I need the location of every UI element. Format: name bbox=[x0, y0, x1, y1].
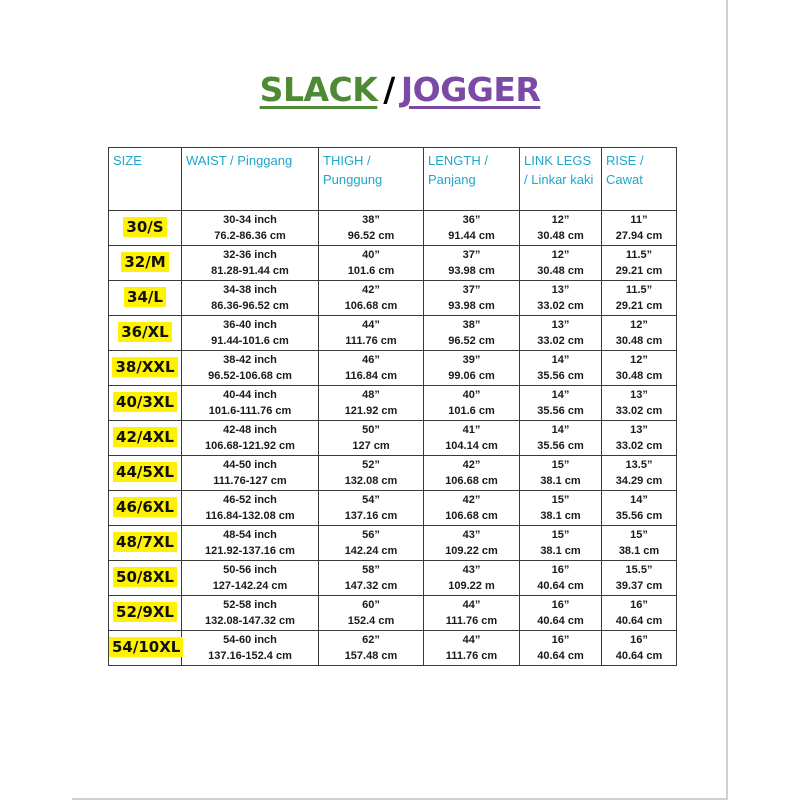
rise-cell bbox=[602, 456, 677, 491]
table-row bbox=[109, 386, 677, 421]
length-cm-value: 111.76 cm bbox=[445, 650, 498, 662]
size-cell bbox=[109, 526, 182, 561]
rise-cell bbox=[602, 526, 677, 561]
link-cm-value: 30.48 cm bbox=[537, 265, 584, 277]
rise-cm-value: 33.02 cm bbox=[615, 405, 663, 417]
rise-cm-value: 30.48 cm bbox=[615, 370, 663, 382]
link-inch-value: 12” bbox=[551, 214, 570, 226]
length-cm-value: 93.98 cm bbox=[448, 265, 495, 277]
waist-inch-value: 40-44 inch bbox=[223, 389, 277, 401]
link-inch-value: 14” bbox=[551, 354, 570, 366]
size-label: 54/10XL bbox=[109, 637, 183, 657]
length-inch-value: 39” bbox=[462, 354, 481, 366]
rise-cm-value: 29.21 cm bbox=[615, 300, 663, 312]
length-cell bbox=[424, 421, 520, 456]
rise-inch-value: 13” bbox=[630, 424, 648, 436]
rise-cm-value: 39.37 cm bbox=[615, 580, 663, 592]
table-row bbox=[109, 211, 677, 246]
rise-cell bbox=[602, 491, 677, 526]
rise-cell bbox=[602, 386, 677, 421]
thigh-cm-value: 152.4 cm bbox=[347, 615, 395, 627]
waist-inch-value: 54-60 inch bbox=[223, 634, 277, 646]
size-label: 46/6XL bbox=[113, 497, 177, 517]
size-label: 48/7XL bbox=[113, 532, 177, 552]
length-cell bbox=[424, 386, 520, 421]
waist-inch-value: 52-58 inch bbox=[223, 599, 277, 611]
table-row bbox=[109, 596, 677, 631]
rise-cell bbox=[602, 631, 677, 666]
waist-inch-value: 36-40 inch bbox=[223, 319, 277, 331]
thigh-cell bbox=[319, 211, 424, 246]
link-inch-value: 16” bbox=[551, 634, 570, 646]
link-cm-value: 33.02 cm bbox=[537, 300, 584, 312]
link-cell bbox=[520, 386, 602, 421]
rise-inch-value: 11.5” bbox=[625, 249, 653, 261]
length-cm-value: 96.52 cm bbox=[448, 335, 495, 347]
page-edge-right bbox=[726, 0, 728, 800]
thigh-cm-value: 147.32 cm bbox=[344, 580, 398, 592]
header-size: SIZE bbox=[109, 148, 182, 211]
size-label: 38/XXL bbox=[112, 357, 177, 377]
link-cm-value: 38.1 cm bbox=[540, 545, 581, 557]
rise-cm-value: 35.56 cm bbox=[615, 510, 663, 522]
link-cm-value: 38.1 cm bbox=[540, 475, 581, 487]
waist-cell bbox=[182, 491, 319, 526]
waist-cm-value: 127-142.24 cm bbox=[212, 580, 288, 592]
thigh-inch-value: 62” bbox=[362, 634, 380, 646]
length-cm-value: 109.22 m bbox=[448, 580, 495, 592]
rise-cell bbox=[602, 561, 677, 596]
link-cm-value: 35.56 cm bbox=[537, 370, 584, 382]
link-cm-value: 33.02 cm bbox=[537, 335, 584, 347]
size-cell bbox=[109, 596, 182, 631]
waist-cm-value: 101.6-111.76 cm bbox=[208, 405, 292, 417]
waist-inch-value: 50-56 inch bbox=[223, 564, 277, 576]
thigh-inch-value: 42” bbox=[362, 284, 380, 296]
length-cm-value: 111.76 cm bbox=[445, 615, 498, 627]
thigh-cell bbox=[319, 631, 424, 666]
thigh-cell bbox=[319, 281, 424, 316]
table-body bbox=[109, 211, 677, 666]
rise-cell bbox=[602, 246, 677, 281]
size-cell bbox=[109, 561, 182, 596]
waist-cm-value: 76.2-86.36 cm bbox=[214, 230, 286, 242]
size-cell bbox=[109, 421, 182, 456]
waist-cell bbox=[182, 596, 319, 631]
rise-cell bbox=[602, 281, 677, 316]
header-length: LENGTH / Panjang bbox=[424, 148, 520, 211]
thigh-cm-value: 116.84 cm bbox=[345, 370, 397, 382]
link-cell bbox=[520, 316, 602, 351]
waist-cell bbox=[182, 421, 319, 456]
thigh-cell bbox=[319, 351, 424, 386]
waist-cm-value: 91.44-101.6 cm bbox=[211, 335, 289, 347]
waist-cm-value: 81.28-91.44 cm bbox=[211, 265, 289, 277]
thigh-inch-value: 60” bbox=[362, 599, 380, 611]
length-inch-value: 42” bbox=[462, 459, 481, 471]
length-inch-value: 37” bbox=[462, 284, 481, 296]
waist-inch-value: 42-48 inch bbox=[223, 424, 277, 436]
rise-inch-value: 14” bbox=[630, 494, 648, 506]
length-cm-value: 101.6 cm bbox=[448, 405, 495, 417]
link-cm-value: 40.64 cm bbox=[537, 615, 584, 627]
table-row bbox=[109, 281, 677, 316]
length-inch-value: 42” bbox=[462, 494, 481, 506]
length-inch-value: 41” bbox=[462, 424, 481, 436]
size-cell bbox=[109, 281, 182, 316]
thigh-cell bbox=[319, 456, 424, 491]
header-thigh: THIGH / Punggung bbox=[319, 148, 424, 211]
thigh-inch-value: 58” bbox=[362, 564, 380, 576]
size-cell bbox=[109, 351, 182, 386]
table-row bbox=[109, 491, 677, 526]
size-cell bbox=[109, 491, 182, 526]
rise-cm-value: 30.48 cm bbox=[615, 335, 663, 347]
waist-cm-value: 111.76-127 cm bbox=[213, 475, 287, 487]
table-header-row bbox=[109, 148, 677, 211]
link-cm-value: 38.1 cm bbox=[540, 510, 581, 522]
rise-cm-value: 40.64 cm bbox=[615, 615, 663, 627]
length-inch-value: 43” bbox=[462, 529, 481, 541]
rise-cm-value: 29.21 cm bbox=[615, 265, 663, 277]
length-cell bbox=[424, 526, 520, 561]
link-inch-value: 12” bbox=[551, 249, 570, 261]
waist-cell bbox=[182, 526, 319, 561]
length-inch-value: 43” bbox=[462, 564, 481, 576]
table-row bbox=[109, 456, 677, 491]
waist-cell bbox=[182, 211, 319, 246]
rise-inch-value: 12” bbox=[630, 354, 648, 366]
thigh-cm-value: 127 cm bbox=[352, 440, 390, 452]
link-cell bbox=[520, 211, 602, 246]
table-row bbox=[109, 316, 677, 351]
size-cell bbox=[109, 316, 182, 351]
thigh-inch-value: 56” bbox=[362, 529, 380, 541]
waist-cm-value: 137.16-152.4 cm bbox=[208, 650, 292, 662]
length-cm-value: 106.68 cm bbox=[445, 510, 498, 522]
thigh-cm-value: 157.48 cm bbox=[344, 650, 398, 662]
size-cell bbox=[109, 246, 182, 281]
thigh-inch-value: 40” bbox=[362, 249, 380, 261]
waist-cell bbox=[182, 316, 319, 351]
link-inch-value: 14” bbox=[551, 389, 570, 401]
length-cell bbox=[424, 246, 520, 281]
link-inch-value: 13” bbox=[551, 284, 570, 296]
rise-cell bbox=[602, 351, 677, 386]
length-cell bbox=[424, 561, 520, 596]
table-row bbox=[109, 246, 677, 281]
waist-inch-value: 30-34 inch bbox=[223, 214, 277, 226]
length-cell bbox=[424, 631, 520, 666]
size-label: 32/M bbox=[121, 252, 168, 272]
rise-cell bbox=[602, 316, 677, 351]
thigh-cm-value: 96.52 cm bbox=[347, 230, 395, 242]
waist-inch-value: 48-54 inch bbox=[223, 529, 277, 541]
length-inch-value: 44” bbox=[462, 599, 481, 611]
rise-inch-value: 13.5” bbox=[625, 459, 653, 471]
length-cm-value: 93.98 cm bbox=[448, 300, 495, 312]
length-cell bbox=[424, 281, 520, 316]
rise-cm-value: 33.02 cm bbox=[615, 440, 663, 452]
link-inch-value: 15” bbox=[551, 494, 570, 506]
waist-cm-value: 86.36-96.52 cm bbox=[211, 300, 289, 312]
link-cm-value: 40.64 cm bbox=[537, 650, 584, 662]
length-cell bbox=[424, 351, 520, 386]
size-cell bbox=[109, 631, 182, 666]
waist-inch-value: 34-38 inch bbox=[223, 284, 277, 296]
length-inch-value: 36” bbox=[462, 214, 481, 226]
waist-cell bbox=[182, 386, 319, 421]
waist-inch-value: 44-50 inch bbox=[223, 459, 277, 471]
thigh-inch-value: 46” bbox=[362, 354, 380, 366]
title-slack: SLACK bbox=[259, 70, 378, 109]
thigh-cell bbox=[319, 421, 424, 456]
length-cell bbox=[424, 596, 520, 631]
thigh-cell bbox=[319, 386, 424, 421]
waist-cell bbox=[182, 246, 319, 281]
thigh-cm-value: 137.16 cm bbox=[344, 510, 398, 522]
page-title bbox=[0, 70, 800, 109]
link-cell bbox=[520, 246, 602, 281]
size-label: 50/8XL bbox=[113, 567, 177, 587]
link-cell bbox=[520, 526, 602, 561]
size-cell bbox=[109, 211, 182, 246]
link-cell bbox=[520, 281, 602, 316]
thigh-cm-value: 106.68 cm bbox=[344, 300, 398, 312]
size-cell bbox=[109, 456, 182, 491]
link-inch-value: 15” bbox=[551, 459, 570, 471]
length-cell bbox=[424, 456, 520, 491]
rise-cm-value: 34.29 cm bbox=[615, 475, 663, 487]
table-row bbox=[109, 351, 677, 386]
size-label: 36/XL bbox=[118, 322, 171, 342]
rise-inch-value: 16” bbox=[630, 634, 648, 646]
link-cell bbox=[520, 351, 602, 386]
waist-cm-value: 96.52-106.68 cm bbox=[208, 370, 292, 382]
waist-cell bbox=[182, 351, 319, 386]
rise-inch-value: 16” bbox=[630, 599, 648, 611]
length-cell bbox=[424, 491, 520, 526]
thigh-cm-value: 121.92 cm bbox=[344, 405, 398, 417]
link-inch-value: 16” bbox=[551, 564, 570, 576]
size-cell bbox=[109, 386, 182, 421]
link-cell bbox=[520, 631, 602, 666]
thigh-cell bbox=[319, 526, 424, 561]
thigh-cm-value: 101.6 cm bbox=[347, 265, 395, 277]
waist-inch-value: 38-42 inch bbox=[223, 354, 277, 366]
length-cm-value: 91.44 cm bbox=[448, 230, 495, 242]
thigh-cm-value: 142.24 cm bbox=[344, 545, 398, 557]
header-rise: RISE / Cawat bbox=[602, 148, 677, 211]
waist-cm-value: 116.84-132.08 cm bbox=[205, 510, 295, 522]
waist-cell bbox=[182, 561, 319, 596]
size-label: 52/9XL bbox=[113, 602, 177, 622]
thigh-inch-value: 38” bbox=[362, 214, 380, 226]
rise-inch-value: 13” bbox=[630, 389, 648, 401]
rise-inch-value: 12” bbox=[630, 319, 648, 331]
rise-inch-value: 15.5” bbox=[625, 564, 653, 576]
table-row bbox=[109, 421, 677, 456]
waist-cell bbox=[182, 281, 319, 316]
rise-cm-value: 27.94 cm bbox=[615, 230, 663, 242]
waist-cm-value: 132.08-147.32 cm bbox=[205, 615, 295, 627]
link-cell bbox=[520, 596, 602, 631]
thigh-inch-value: 44” bbox=[362, 319, 380, 331]
header-link-legs: LINK LEGS / Linkar kaki bbox=[520, 148, 602, 211]
table-row bbox=[109, 561, 677, 596]
size-label: 34/L bbox=[124, 287, 166, 307]
waist-cm-value: 106.68-121.92 cm bbox=[205, 440, 295, 452]
size-label: 40/3XL bbox=[113, 392, 177, 412]
length-cm-value: 106.68 cm bbox=[445, 475, 498, 487]
size-label: 30/S bbox=[123, 217, 166, 237]
thigh-cell bbox=[319, 561, 424, 596]
table-row bbox=[109, 526, 677, 561]
length-cm-value: 99.06 cm bbox=[448, 370, 495, 382]
rise-cell bbox=[602, 421, 677, 456]
thigh-cell bbox=[319, 316, 424, 351]
link-cm-value: 40.64 cm bbox=[537, 580, 584, 592]
link-cell bbox=[520, 491, 602, 526]
length-inch-value: 37” bbox=[462, 249, 481, 261]
link-cm-value: 35.56 cm bbox=[537, 405, 584, 417]
thigh-cm-value: 132.08 cm bbox=[344, 475, 398, 487]
length-cm-value: 109.22 cm bbox=[445, 545, 498, 557]
table-row bbox=[109, 631, 677, 666]
waist-cm-value: 121.92-137.16 cm bbox=[205, 545, 295, 557]
link-cell bbox=[520, 561, 602, 596]
link-cell bbox=[520, 456, 602, 491]
waist-cell bbox=[182, 456, 319, 491]
length-cell bbox=[424, 316, 520, 351]
waist-cell bbox=[182, 631, 319, 666]
size-label: 44/5XL bbox=[113, 462, 177, 482]
link-cell bbox=[520, 421, 602, 456]
link-inch-value: 13” bbox=[551, 319, 570, 331]
thigh-cell bbox=[319, 246, 424, 281]
waist-inch-value: 32-36 inch bbox=[223, 249, 277, 261]
length-inch-value: 44” bbox=[462, 634, 481, 646]
thigh-inch-value: 52” bbox=[362, 459, 380, 471]
link-cm-value: 30.48 cm bbox=[537, 230, 584, 242]
link-inch-value: 16” bbox=[551, 599, 570, 611]
rise-inch-value: 15” bbox=[630, 529, 648, 541]
rise-cm-value: 38.1 cm bbox=[618, 545, 660, 557]
rise-cell bbox=[602, 596, 677, 631]
thigh-inch-value: 48” bbox=[362, 389, 380, 401]
length-cell bbox=[424, 211, 520, 246]
link-inch-value: 14” bbox=[551, 424, 570, 436]
thigh-cell bbox=[319, 491, 424, 526]
rise-inch-value: 11” bbox=[630, 214, 648, 226]
link-inch-value: 15” bbox=[551, 529, 570, 541]
rise-cm-value: 40.64 cm bbox=[615, 650, 663, 662]
rise-inch-value: 11.5” bbox=[625, 284, 653, 296]
length-cm-value: 104.14 cm bbox=[445, 440, 498, 452]
thigh-inch-value: 54” bbox=[362, 494, 380, 506]
link-cm-value: 35.56 cm bbox=[537, 440, 584, 452]
rise-cell bbox=[602, 211, 677, 246]
thigh-inch-value: 50” bbox=[362, 424, 380, 436]
title-jogger: JOGGER bbox=[400, 70, 541, 109]
thigh-cell bbox=[319, 596, 424, 631]
size-label: 42/4XL bbox=[113, 427, 177, 447]
header-waist: WAIST / Pinggang bbox=[182, 148, 319, 211]
size-chart-table bbox=[108, 147, 677, 666]
thigh-cm-value: 111.76 cm bbox=[345, 335, 397, 347]
title-separator: / bbox=[383, 70, 395, 109]
length-inch-value: 40” bbox=[462, 389, 481, 401]
waist-inch-value: 46-52 inch bbox=[223, 494, 277, 506]
length-inch-value: 38” bbox=[462, 319, 481, 331]
